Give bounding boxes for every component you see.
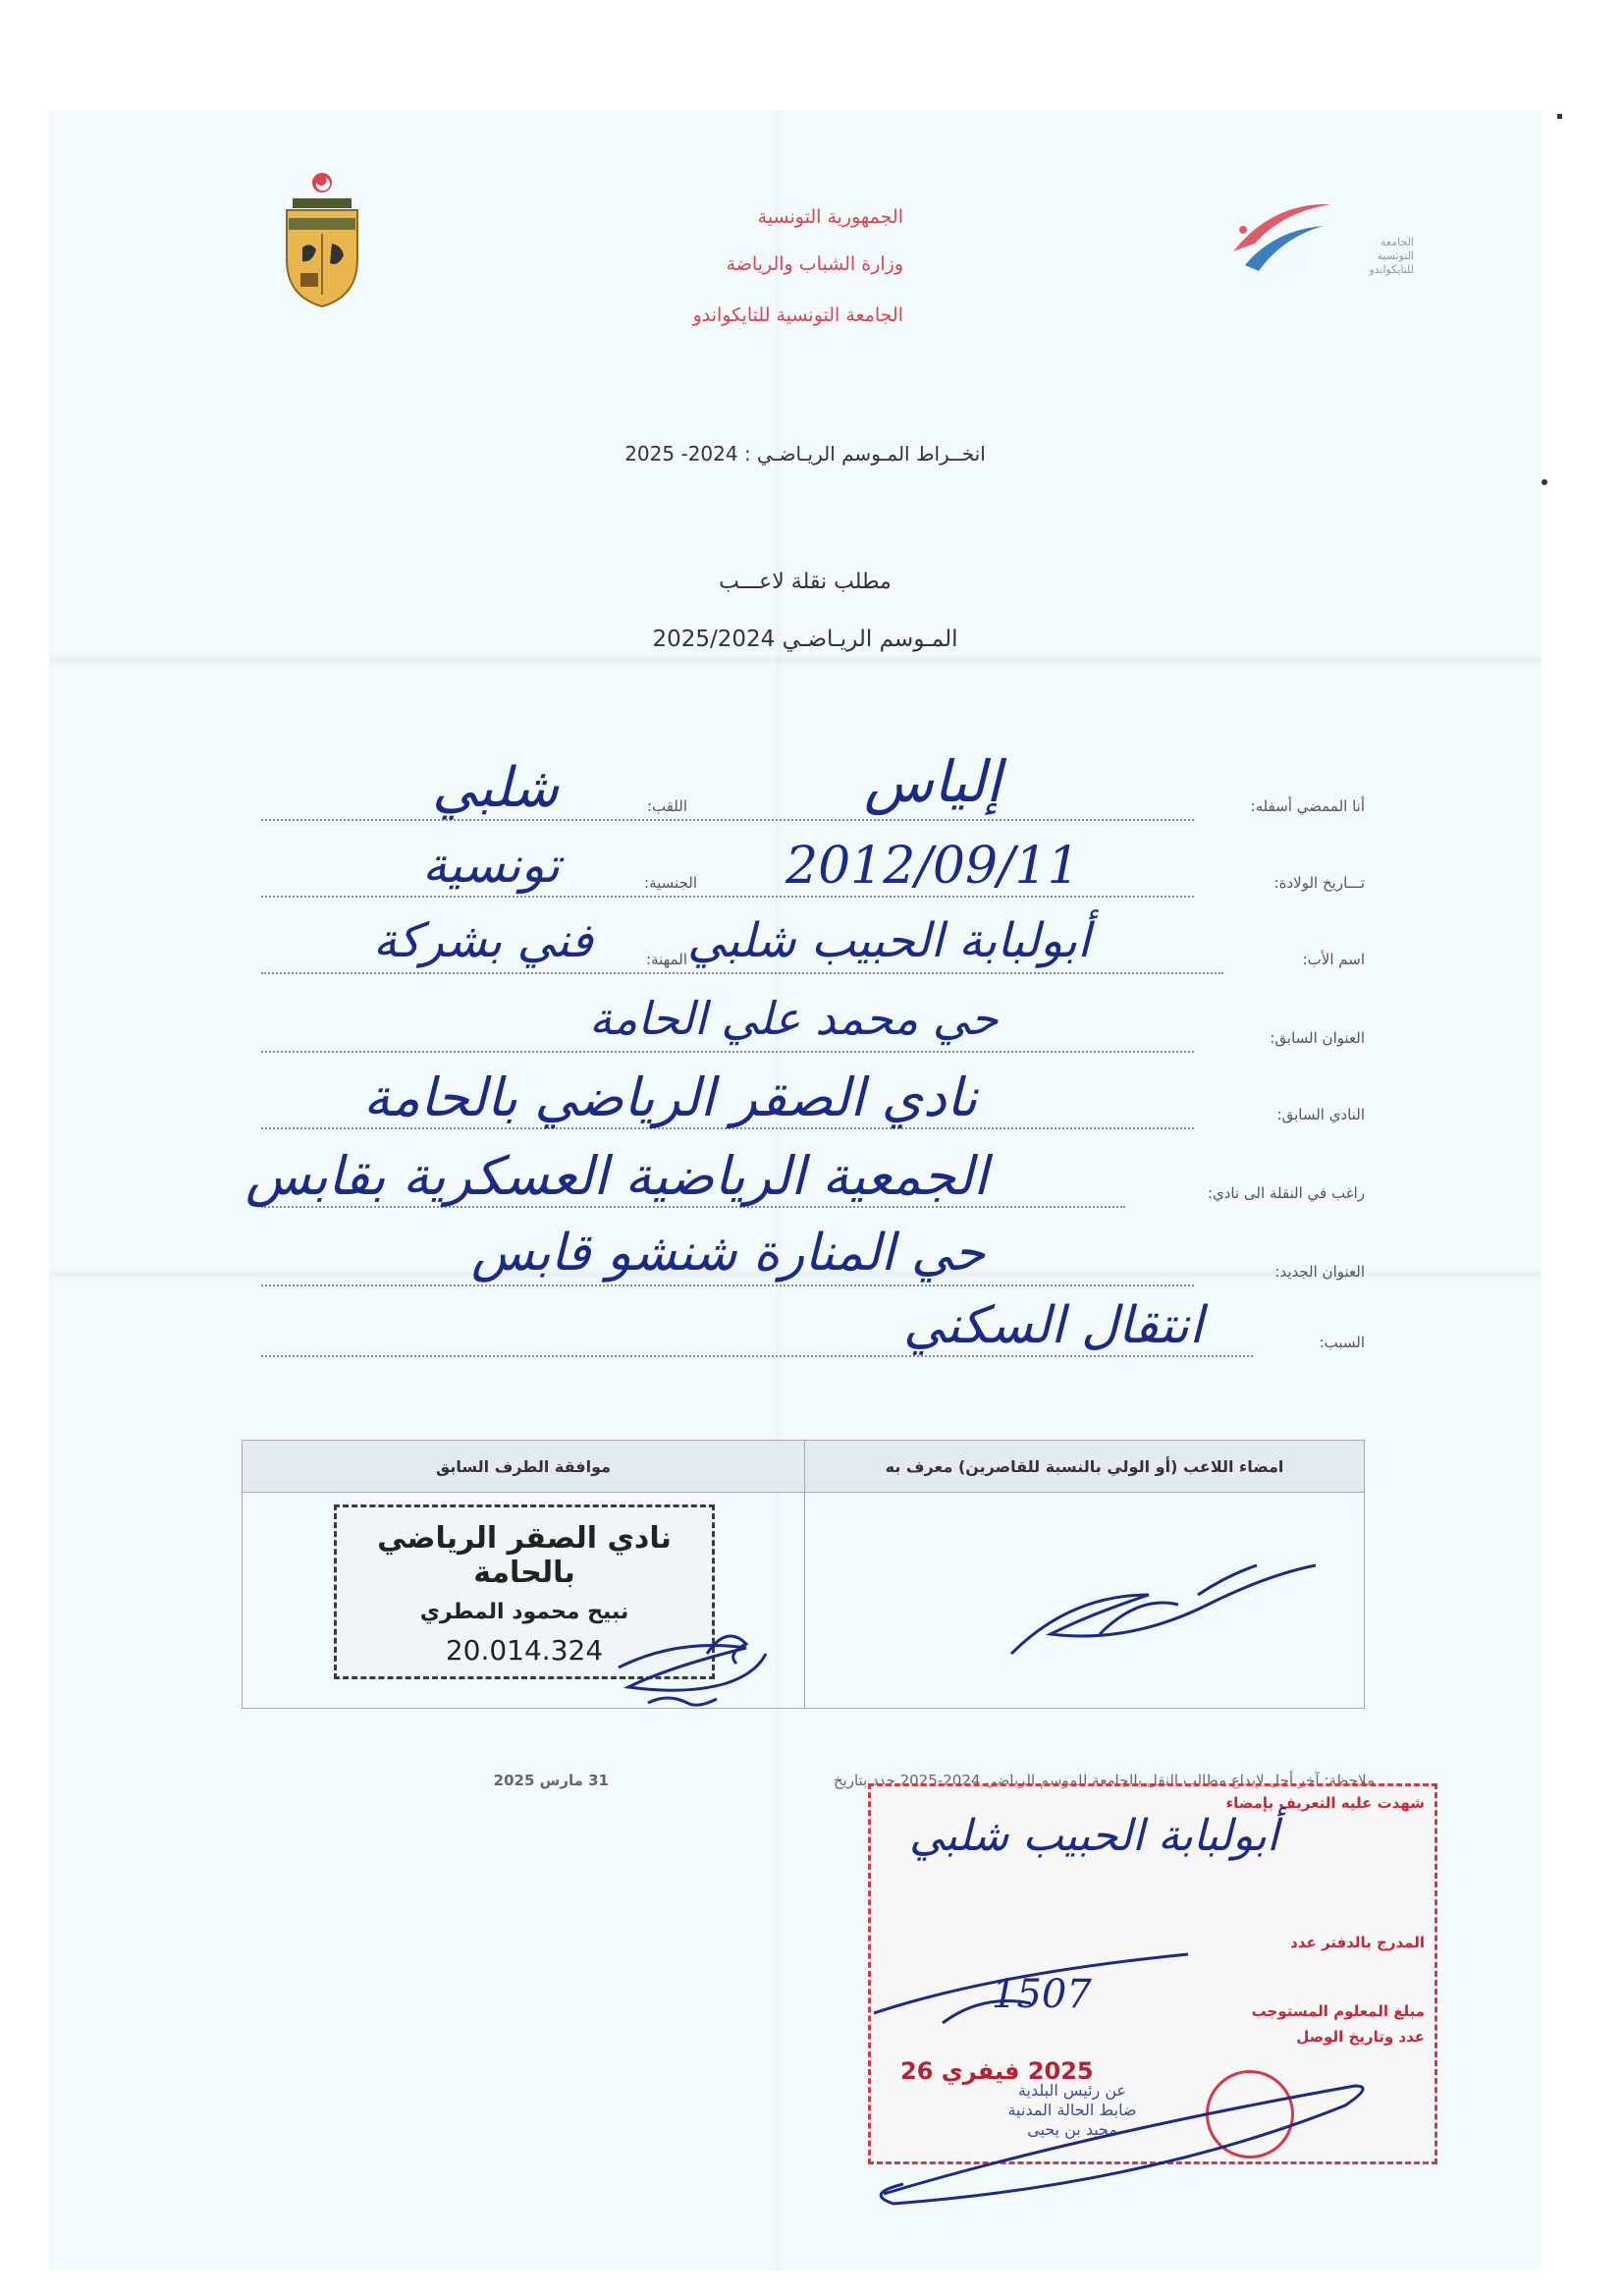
logo-text-line: للتايكواندو (1369, 263, 1414, 276)
page-mark (1557, 114, 1562, 119)
official-signature-icon (864, 1944, 1198, 2033)
stamp-club-name: نادي الصقر الرياضي بالحامة (377, 1521, 672, 1590)
value-reason: انتقال السكني (903, 1296, 1204, 1355)
request-title: مطلب نقلة لاعـــب (719, 570, 892, 594)
header-prior-party-approval: موافقة الطرف السابق (243, 1441, 805, 1493)
label-father-name: اسم الأب: (1302, 951, 1365, 968)
stamp-number: 20.014.324 (445, 1634, 604, 1667)
dotted-line (261, 1051, 1194, 1053)
value-new-address: حي المنارة شنشو قابس (471, 1224, 986, 1283)
stamp-registry-label: المدرج بالدفتر عدد (1290, 1934, 1425, 1951)
dotted-line (261, 1355, 1253, 1357)
label-new-club: راغب في النقلة الى نادي: (1207, 1184, 1365, 1202)
deadline-date: 31 مارس 2025 (493, 1772, 609, 1789)
dotted-line (261, 972, 1223, 974)
player-signature-icon (1001, 1556, 1316, 1664)
dotted-line (261, 819, 1194, 821)
officer-line: مجيد بن يحيى (1027, 2120, 1117, 2139)
federation-logo (1225, 192, 1412, 301)
label-previous-club: النادي السابق: (1276, 1106, 1365, 1123)
label-profession: المهنة: (646, 951, 687, 968)
label-surname: اللقب: (646, 797, 687, 815)
dotted-line (261, 896, 1194, 898)
label-new-address: العنوان الجديد: (1274, 1263, 1365, 1281)
tunisia-coat-of-arms-icon (277, 165, 367, 310)
label-birth-date: تـــاريخ الولادة: (1273, 874, 1365, 892)
value-previous-address: حي محمد علي الحامة (589, 992, 999, 1045)
stamp-person-name: نبيح محمود المطري (419, 1600, 629, 1624)
value-name: إلياس (864, 748, 1001, 815)
letterhead-country: الجمهورية التونسية (757, 206, 903, 228)
label-reason: السبب: (1319, 1334, 1365, 1351)
value-profession: فني بشركة (373, 913, 593, 968)
officer-line: ضابط الحالة المدنية (1007, 2101, 1137, 2119)
page-mark (1542, 479, 1547, 485)
legalized-number: 1507 (992, 1972, 1092, 2017)
taekwondo-federation-logo-icon (1225, 192, 1333, 281)
deadline-note-text: ملاحظة: آخر أجل لإيداع مطالب النقل بالجامعة للموسم الرياضي 2024-2025 حدد بتاريخ (833, 1772, 1375, 1789)
value-previous-club: نادي الصقر الرياضي بالحامة (363, 1066, 978, 1128)
value-new-club: الجمعية الرياضية العسكرية بقابس (245, 1145, 989, 1207)
legalized-name: أبولبابة الحبيب شلبي (909, 1811, 1279, 1861)
logo-text-line: التونسية (1377, 249, 1414, 262)
label-nationality: الجنسية: (644, 874, 697, 892)
stamp-line-certify: شهدت عليه التعريف بإمضاء (1225, 1794, 1425, 1812)
label-name: أنا الممضي أسفله: (1250, 797, 1365, 815)
label-previous-address: العنوان السابق: (1270, 1029, 1365, 1047)
letterhead-federation: الجامعة التونسية للتايكواندو (692, 304, 903, 326)
letterhead-ministry: وزارة الشباب والرياضة (726, 253, 903, 275)
officer-line: عن رئيس البلدية (1017, 2081, 1127, 2100)
value-surname: شلبي (432, 756, 560, 820)
officer-signature-icon (864, 2056, 1375, 2214)
value-nationality: تونسية (422, 837, 561, 894)
stamp-date: 2025 فيفري 26 (900, 2057, 1094, 2085)
header-player-signature: امضاء اللاعب (أو الولي بالنسبة للقاصرين) معرف به (805, 1441, 1365, 1493)
logo-text-line: الجامعة (1380, 236, 1414, 248)
affiliation-season-line: انخــراط المـوسم الريـاضـي : 2024- 2025 (624, 442, 986, 465)
value-father-name: أبولبابة الحبيب شلبي (687, 913, 1091, 968)
stamp-receipt-label: عدد وتاريخ الوصل (1296, 2028, 1425, 2046)
season-title: المـوسم الريـاضـي 2025/2024 (652, 627, 958, 652)
dotted-line (261, 1285, 1194, 1286)
prior-party-signature-icon (589, 1599, 825, 1707)
stamp-fee-label: مبلغ المعلوم المستوجب (1251, 2002, 1425, 2020)
value-birth-date: 2012/09/11 (785, 837, 1080, 896)
